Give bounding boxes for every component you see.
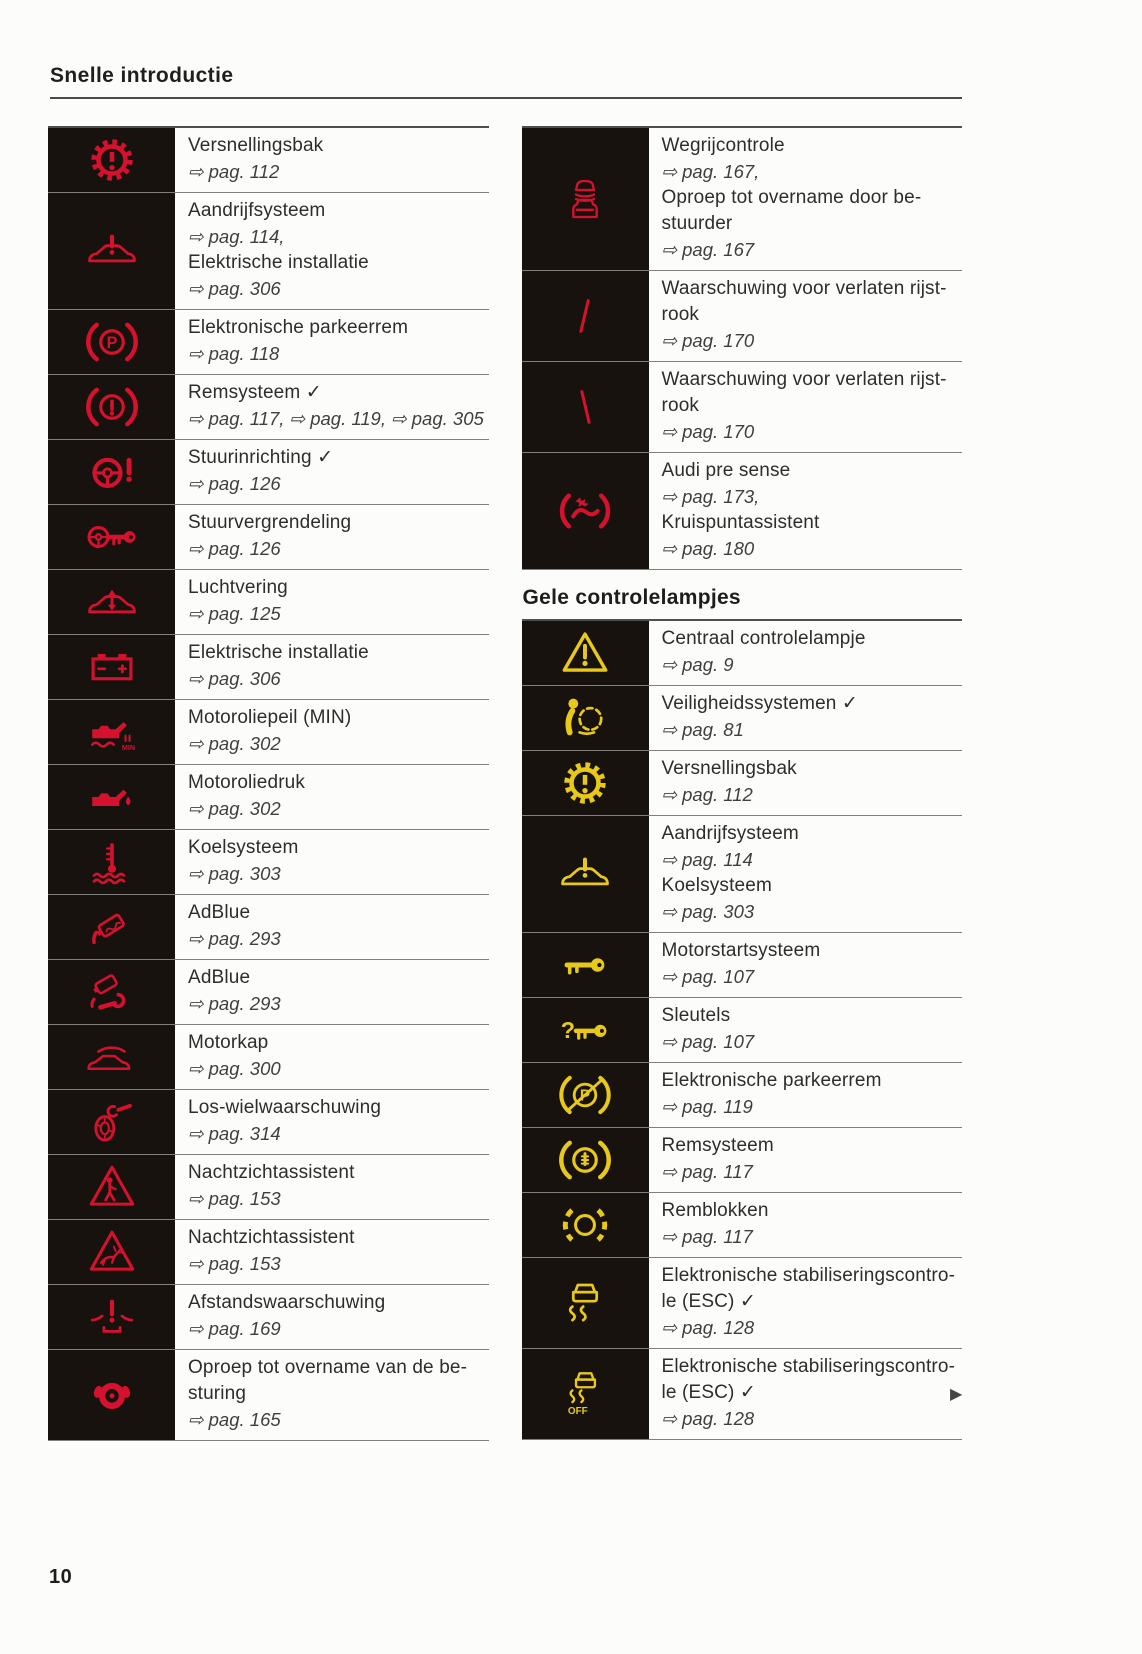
oil-pressure-icon	[85, 770, 139, 824]
indicator-row	[522, 685, 963, 750]
indicator-row	[522, 1257, 963, 1348]
page-reference: ⇨ pag. 302	[188, 798, 281, 819]
indicator-row	[48, 1024, 489, 1089]
red-indicator-table-left	[48, 126, 489, 1441]
page-reference: ⇨ pag. 306	[188, 668, 281, 689]
icon-cell	[522, 751, 649, 815]
indicator-label: Los-wielwaarschuwing	[188, 1097, 382, 1118]
indicator-label: Stuurinrichting ✓	[188, 447, 334, 468]
icon-cell	[522, 128, 649, 270]
icon-cell	[522, 271, 649, 361]
distance-warning-icon	[85, 1290, 139, 1344]
indicator-label: Nachtzichtassistent	[188, 1162, 355, 1183]
icon-cell	[48, 700, 175, 764]
page-reference: ⇨ pag. 81	[661, 719, 744, 740]
page-reference: ⇨ pag. 300	[188, 1058, 281, 1079]
indicator-label: Motoroliepeil (MIN)	[188, 707, 352, 728]
indicator-text	[649, 933, 963, 997]
indicator-row	[48, 504, 489, 569]
indicator-text	[175, 1350, 489, 1440]
bonnet-icon	[85, 1030, 139, 1084]
pre-sense-icon	[558, 484, 612, 538]
page-reference: ⇨ pag. 293	[188, 928, 281, 949]
page-reference: ⇨ pag. 107	[661, 1031, 755, 1052]
indicator-label: Oproep tot overname door be-	[661, 187, 922, 208]
indicator-text	[175, 960, 489, 1024]
indicator-text	[175, 375, 489, 439]
icon-cell	[522, 1063, 649, 1127]
indicator-text	[649, 1063, 963, 1127]
indicator-text	[649, 453, 963, 569]
indicator-row	[522, 997, 963, 1062]
key-question-icon	[558, 1003, 612, 1057]
indicator-label: Elektrische installatie	[188, 252, 369, 273]
icon-cell	[522, 998, 649, 1062]
indicator-row	[48, 309, 489, 374]
icon-cell	[522, 816, 649, 932]
icon-cell	[522, 686, 649, 750]
indicator-row	[522, 452, 963, 569]
icon-cell	[48, 1090, 175, 1154]
key-icon	[558, 938, 612, 992]
icon-cell	[48, 1350, 175, 1440]
icon-cell	[48, 1285, 175, 1349]
indicator-label: Centraal controlelampje	[661, 628, 866, 649]
indicator-label: Elektronische stabiliseringscontro-	[661, 1356, 956, 1377]
page-reference: ⇨ pag. 112	[188, 161, 280, 182]
adblue-service-icon	[85, 965, 139, 1019]
continued-arrow-icon: ▶	[950, 1386, 963, 1403]
indicator-text	[649, 128, 963, 270]
indicator-text	[649, 1258, 963, 1348]
indicator-text	[649, 1193, 963, 1257]
indicator-label: Motorstartsysteem	[661, 940, 821, 961]
indicator-row	[48, 634, 489, 699]
icon-cell	[48, 1155, 175, 1219]
indicator-text	[649, 686, 963, 750]
esc-icon	[558, 1276, 612, 1330]
indicator-label: AdBlue	[188, 902, 251, 923]
indicator-row	[522, 1348, 963, 1439]
airbag-icon	[558, 691, 612, 745]
indicator-label: Remsysteem ✓	[188, 382, 322, 403]
night-vision-pedestrian-icon	[85, 1160, 139, 1214]
indicator-label: rook	[661, 395, 700, 416]
indicator-row	[48, 959, 489, 1024]
indicator-text	[175, 765, 489, 829]
indicator-row	[522, 361, 963, 452]
indicator-text	[175, 128, 489, 192]
icon-cell	[48, 1025, 175, 1089]
parking-brake-icon	[85, 315, 139, 369]
page-reference: ⇨ pag. 118	[188, 343, 280, 364]
indicator-row	[48, 1154, 489, 1219]
page-reference: ⇨ pag. 303	[661, 901, 755, 922]
steering-lock-icon	[85, 510, 139, 564]
indicator-text	[175, 505, 489, 569]
esc-off-icon	[558, 1367, 612, 1421]
indicator-label: Veiligheidssystemen ✓	[661, 693, 858, 714]
indicator-label: AdBlue	[188, 967, 251, 988]
takeover-steering-icon	[85, 1368, 139, 1422]
indicator-text	[175, 1025, 489, 1089]
icon-cell	[48, 765, 175, 829]
left-column	[48, 126, 489, 1441]
svg-text:OFF: OFF	[567, 1405, 588, 1417]
indicator-text	[175, 1155, 489, 1219]
indicator-text	[175, 1285, 489, 1349]
icon-cell	[48, 375, 175, 439]
indicator-row	[48, 1089, 489, 1154]
page-number: 10	[49, 1566, 73, 1588]
page-reference: ⇨ pag. 128	[661, 1408, 755, 1429]
page-reference: ⇨ pag. 170	[661, 421, 755, 442]
indicator-row	[48, 439, 489, 504]
icon-cell	[522, 933, 649, 997]
page-reference: ⇨ pag. 117	[661, 1161, 753, 1182]
indicator-label: Motorkap	[188, 1032, 269, 1053]
lane-departure-left-icon	[558, 289, 612, 343]
indicator-label: Wegrijcontrole	[661, 135, 785, 156]
indicator-text	[649, 621, 963, 685]
warning-triangle-icon	[558, 626, 612, 680]
indicator-row	[522, 815, 963, 932]
indicator-text	[649, 1349, 963, 1439]
indicator-row	[522, 270, 963, 361]
indicator-label: Koelsysteem	[188, 837, 299, 858]
icon-cell	[522, 1193, 649, 1257]
indicator-label: Versnellingsbak	[661, 758, 797, 779]
icon-cell	[522, 621, 649, 685]
indicator-text	[175, 700, 489, 764]
icon-cell	[48, 830, 175, 894]
indicator-text	[649, 362, 963, 452]
indicator-text	[175, 440, 489, 504]
indicator-text	[175, 1220, 489, 1284]
air-suspension-icon	[85, 575, 139, 629]
indicator-label: Kruispuntassistent	[661, 512, 820, 533]
indicator-label: Elektronische stabiliseringscontro-	[661, 1265, 956, 1286]
indicator-text	[649, 998, 963, 1062]
header-rule	[50, 97, 962, 99]
indicator-label: Stuurvergrendeling	[188, 512, 352, 533]
brake-system-icon	[558, 1133, 612, 1187]
coolant-icon	[85, 835, 139, 889]
indicator-row	[48, 1349, 489, 1440]
page-reference: ⇨ pag. 167,	[661, 161, 760, 182]
drive-off-monitor-icon	[558, 172, 612, 226]
indicator-label: le (ESC) ✓	[661, 1382, 756, 1403]
page-reference: ⇨ pag. 293	[188, 993, 281, 1014]
indicator-row	[48, 1219, 489, 1284]
indicator-row	[522, 1062, 963, 1127]
svg-text:P: P	[106, 333, 117, 352]
icon-cell	[48, 635, 175, 699]
icon-cell	[522, 1128, 649, 1192]
yellow-indicator-table	[522, 619, 963, 1440]
page-reference: ⇨ pag. 170	[661, 330, 755, 351]
indicator-label: Luchtvering	[188, 577, 288, 598]
page-reference: ⇨ pag. 169	[188, 1318, 281, 1339]
indicator-row	[522, 1192, 963, 1257]
lane-departure-right-icon	[558, 380, 612, 434]
indicator-label: Remblokken	[661, 1200, 769, 1221]
indicator-row	[522, 1127, 963, 1192]
gear-exclamation-icon	[85, 133, 139, 187]
page-reference: ⇨ pag. 153	[188, 1253, 281, 1274]
page-reference: ⇨ pag. 302	[188, 733, 281, 754]
indicator-row	[522, 126, 963, 270]
indicator-row	[48, 699, 489, 764]
yellow-section-header: Gele controlelampjes	[522, 586, 741, 609]
indicator-label: Remsysteem	[661, 1135, 774, 1156]
indicator-label: Nachtzichtassistent	[188, 1227, 355, 1248]
indicator-label: Aandrijfsysteem	[661, 823, 799, 844]
page-reference: ⇨ pag. 125	[188, 603, 281, 624]
icon-cell	[522, 362, 649, 452]
icon-cell	[48, 193, 175, 309]
page-reference: ⇨ pag. 126	[188, 538, 281, 559]
indicator-label: Elektronische parkeerrem	[661, 1070, 882, 1091]
indicator-label: Oproep tot overname van de be-	[188, 1357, 468, 1378]
indicator-row	[48, 764, 489, 829]
svg-text:MIN: MIN	[121, 743, 135, 752]
indicator-text	[649, 751, 963, 815]
indicator-text	[175, 310, 489, 374]
page-reference: ⇨ pag. 128	[661, 1317, 755, 1338]
red-indicator-table-right	[522, 126, 963, 570]
indicator-row	[48, 374, 489, 439]
indicator-label: Elektronische parkeerrem	[188, 317, 409, 338]
indicator-text	[175, 635, 489, 699]
page-reference: ⇨ pag. 303	[188, 863, 281, 884]
indicator-label: stuurder	[661, 213, 733, 234]
page-reference: ⇨ pag. 117, ⇨ pag. 119, ⇨ pag. 305	[188, 408, 484, 429]
page-reference: ⇨ pag. 107	[661, 966, 755, 987]
loose-wheel-icon	[85, 1095, 139, 1149]
steering-exclamation-icon	[85, 445, 139, 499]
indicator-row	[48, 126, 489, 192]
page-reference: ⇨ pag. 9	[661, 654, 734, 675]
indicator-text	[175, 895, 489, 959]
gear-exclamation-icon	[558, 756, 612, 810]
page-reference: ⇨ pag. 114,	[188, 226, 285, 247]
indicator-text	[649, 271, 963, 361]
indicator-label: Koelsysteem	[661, 875, 772, 896]
two-column-layout	[48, 126, 962, 1441]
icon-cell	[48, 960, 175, 1024]
page-reference: ⇨ pag. 314	[188, 1123, 281, 1144]
indicator-text	[175, 193, 489, 309]
icon-cell	[48, 1220, 175, 1284]
right-column	[522, 126, 963, 1440]
page-reference: ⇨ pag. 114	[661, 849, 753, 870]
indicator-label: Elektrische installatie	[188, 642, 369, 663]
indicator-label: Waarschuwing voor verlaten rijst-	[661, 369, 947, 390]
indicator-row	[48, 192, 489, 309]
brake-warning-icon	[85, 380, 139, 434]
page-title: Snelle introductie	[50, 64, 234, 87]
indicator-label: sturing	[188, 1383, 247, 1404]
icon-cell	[48, 128, 175, 192]
indicator-row	[522, 619, 963, 685]
icon-cell	[48, 505, 175, 569]
indicator-label: rook	[661, 304, 700, 325]
page-reference: ⇨ pag. 173,	[661, 486, 760, 507]
parking-brake-off-icon	[558, 1068, 612, 1122]
icon-cell	[48, 440, 175, 504]
icon-cell	[522, 1258, 649, 1348]
icon-cell	[48, 570, 175, 634]
car-exclamation-icon	[85, 224, 139, 278]
page-reference: ⇨ pag. 153	[188, 1188, 281, 1209]
indicator-label: Waarschuwing voor verlaten rijst-	[661, 278, 947, 299]
indicator-text	[175, 830, 489, 894]
battery-icon	[85, 640, 139, 694]
svg-text:?: ?	[560, 1017, 575, 1044]
page-reference: ⇨ pag. 165	[188, 1409, 281, 1430]
page-reference: ⇨ pag. 126	[188, 473, 281, 494]
indicator-text	[175, 1090, 489, 1154]
brake-pads-icon	[558, 1198, 612, 1252]
indicator-label: Versnellingsbak	[188, 135, 324, 156]
indicator-text	[649, 816, 963, 932]
icon-cell	[522, 453, 649, 569]
icon-cell	[522, 1349, 649, 1439]
indicator-label: Sleutels	[661, 1005, 731, 1026]
indicator-row	[522, 932, 963, 997]
oil-level-min-icon	[85, 705, 139, 759]
page-reference: ⇨ pag. 306	[188, 278, 281, 299]
indicator-label: le (ESC) ✓	[661, 1291, 756, 1312]
car-exclamation-icon	[558, 847, 612, 901]
indicator-label: Aandrijfsysteem	[188, 200, 326, 221]
indicator-label: Audi pre sense	[661, 460, 791, 481]
indicator-text	[649, 1128, 963, 1192]
page-reference: ⇨ pag. 167	[661, 239, 755, 260]
indicator-row	[48, 894, 489, 959]
indicator-row	[48, 829, 489, 894]
indicator-text	[175, 570, 489, 634]
indicator-label: Afstandswaarschuwing	[188, 1292, 386, 1313]
indicator-row	[522, 750, 963, 815]
indicator-row	[48, 1284, 489, 1349]
adblue-bottle-icon	[85, 900, 139, 954]
page-reference: ⇨ pag. 117	[661, 1226, 753, 1247]
svg-text:P: P	[579, 1087, 591, 1105]
night-vision-animal-icon	[85, 1225, 139, 1279]
page-reference: ⇨ pag. 119	[661, 1096, 753, 1117]
page-reference: ⇨ pag. 112	[661, 784, 753, 805]
indicator-label: Motoroliedruk	[188, 772, 306, 793]
icon-cell	[48, 310, 175, 374]
indicator-row	[48, 569, 489, 634]
icon-cell	[48, 895, 175, 959]
page-reference: ⇨ pag. 180	[661, 538, 755, 559]
